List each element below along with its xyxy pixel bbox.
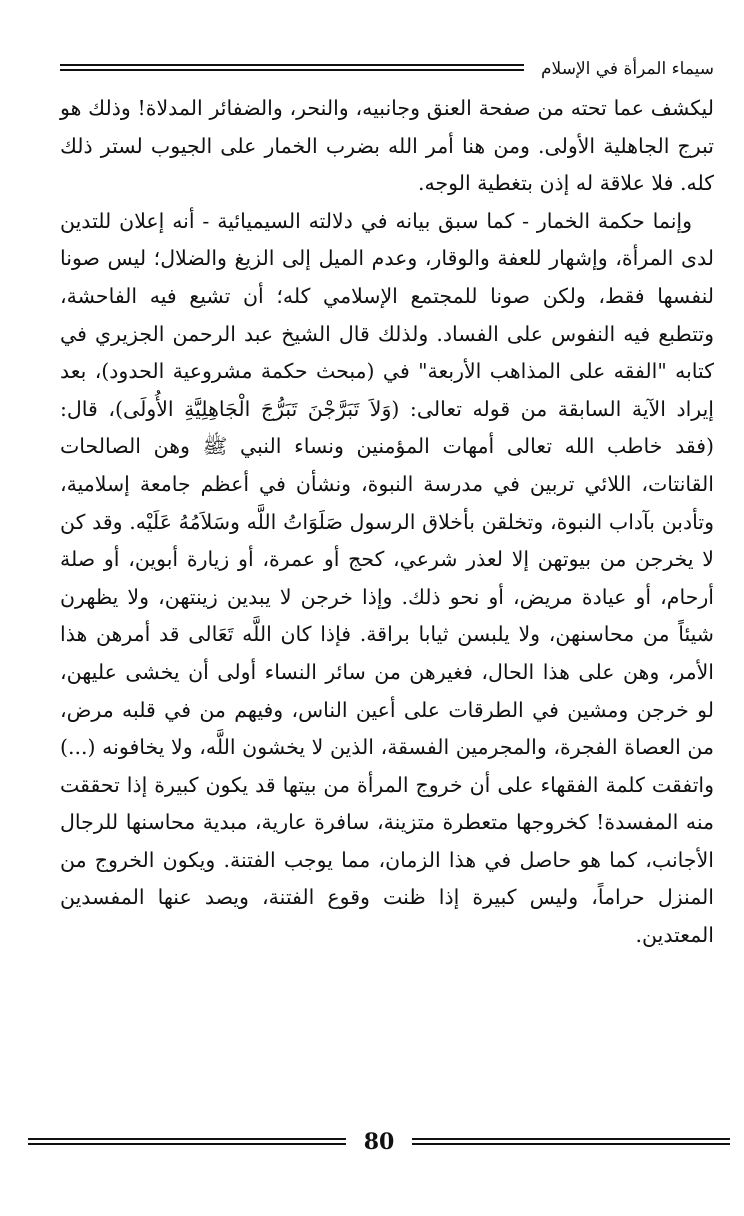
paragraph-2: وإنما حكمة الخمار - كما سبق بيانه في دلالته السيميائية - أنه إعلان للتدين لدى المرأة، وإشهار للعفة والوقار، وعدم الميل إلى الزيغ والضلال؛ ليس صونا لنفسها فقط، ولكن صونا للمجتمع الإسلامي كله؛ أن تشيع فيه الفاحشة، وتتطبع فيه النفوس على الفساد. ولذلك قال الشيخ عبد الرحمن الجزيري في كتابه "الفقه على المذاهب الأربعة" في (مبحث حكمة مشروعية الحدود)، بعد إيراد الآية السابقة من قوله تعالى: (وَلاَ تَبَرَّجْنَ تَبَرُّجَ الْجَاهِلِيَّةِ الأُولَى)، قال: (فقد خاطب الله تعالى أمهات المؤمنين ونساء النبي ﷺ وهن الصالحات القانتات، اللائي تربين في مدرسة النبوة، ونشأن في أعظم جامعة إسلامية، وتأدبن بآداب النبوة، وتخلقن بأخلاق الرسول صَلَوَاتُ اللَّه وسَلاَمُهُ عَلَيْه. وقد كن لا يخرجن من بيوتهن إلا لعذر شرعي، كحج أو عمرة، أو زيارة أبوين، أو صلة أرحام، أو عيادة مريض، أو نحو ذلك. وإذا خرجن لا يبدين زينتهن، ولا يظهرن شيئاً من محاسنهن، ولا يلبسن ثيابا براقة. فإذا كان اللَّه تَعَالى قد أمرهن هذا الأمر، وهن على هذا الحال، فغيرهن من سائر النساء أولى أن يخشى عليهن، لو خرجن ومشين في الطرقات على أعين الناس، وفيهم من في قلبه مرض، من العصاة الفجرة، والمجرمين الفسقة، الذين لا يخشون اللَّه، ولا يخافونه (...) واتفقت كلمة الفقهاء على أن خروج المرأة من بيتها قد يكون كبيرة إذا تحققت منه المفسدة! كخروجها متعطرة متزينة، سافرة عارية، مبدية محاسنها للرجال الأجانب، كما هو حاصل في هذا الزمان، مما يوجب الفتنة. ويكون الخروج من المنزل حراماً، وليس كبيرة إذا ظنت وقوع الفتنة، ويصد عنها المفسدين المعتدين.	[60, 208, 714, 948]
header-double-rule	[60, 64, 524, 71]
body-text	[60, 90, 714, 955]
footer-rule-right	[412, 1138, 730, 1145]
paragraph-1: ليكشف عما تحته من صفحة العنق وجانبيه، والنحر، والضفائر المدلاة! وذلك هو تبرج الجاهلية الأولى. ومن هنا أمر الله بضرب الخمار على الجيوب لستر ذلك كله. فلا علاقة له إذن بتغطية الوجه.	[60, 96, 714, 196]
footer-rule-left	[28, 1138, 346, 1145]
running-header	[60, 58, 714, 82]
page-number: 80	[363, 1129, 395, 1155]
page-footer	[28, 1128, 730, 1158]
header-title: سيماء المرأة في الإسلام	[535, 58, 714, 80]
